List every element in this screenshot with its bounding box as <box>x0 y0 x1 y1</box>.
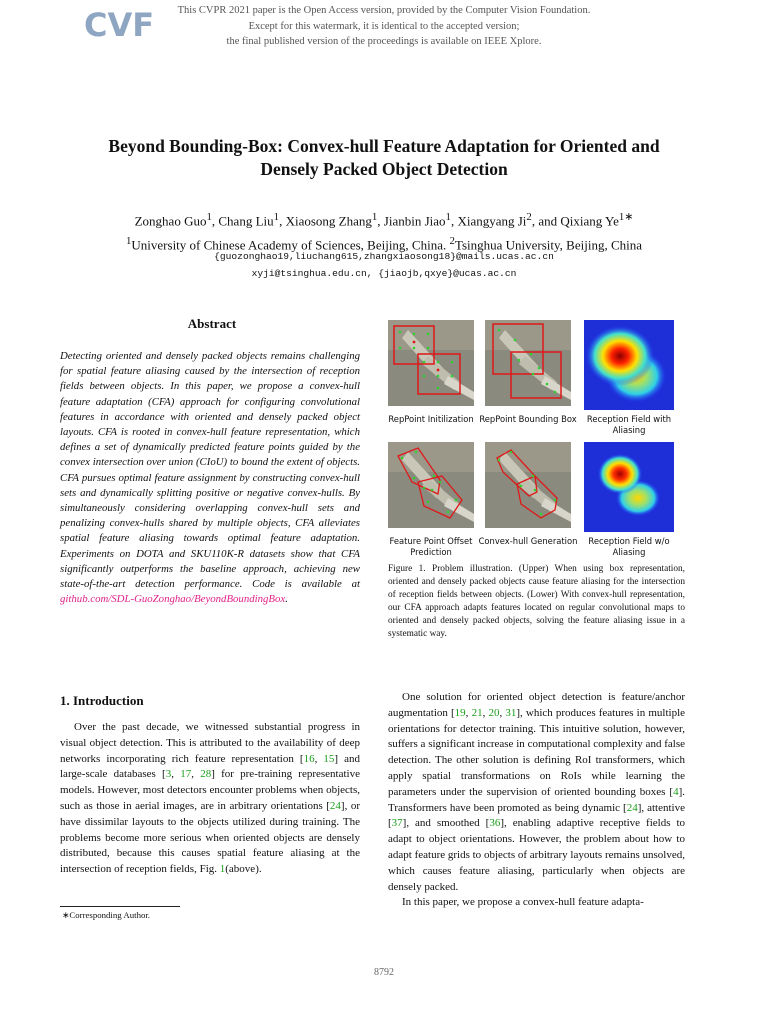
author-name: Qixiang Ye <box>560 213 619 229</box>
author-affiliation-mark: 1 <box>206 211 212 223</box>
citation-link[interactable]: 3 <box>165 768 172 781</box>
cvf-logo-text: CVF <box>84 6 155 44</box>
cvf-logo <box>84 6 155 44</box>
figure-label: RepPoint Initilization <box>388 414 474 424</box>
citation-link[interactable]: 36 <box>489 817 501 830</box>
author-affiliation-mark: 2 <box>526 211 532 223</box>
abstract-end: . <box>285 593 288 606</box>
citation-link[interactable]: 1 <box>219 863 226 876</box>
author-affiliation-mark: 1 <box>273 211 280 223</box>
banner-line: the final published version of the proceedings is available on IEEE Xplore. <box>226 36 542 47</box>
feature-offset-image <box>388 442 474 528</box>
banner-line: This CVPR 2021 paper is the Open Access version, provided by the Computer Vision Foundation. <box>177 5 591 16</box>
figure-label: RepPoint Bounding Box <box>479 414 577 424</box>
reppoint-bbox-image <box>485 320 571 406</box>
intro-paragraph-3: In this paper, we propose a convex-hull feature adapta- <box>402 896 644 909</box>
citation-link[interactable]: 31 <box>505 706 517 719</box>
author-name: Zonghao Guo <box>134 213 207 229</box>
reception-field-aliasing-heatmap <box>584 320 674 410</box>
figure-label: Feature Point Offset Prediction <box>389 536 473 557</box>
figure-label: Convex-hull Generation <box>478 536 578 546</box>
citation-link[interactable]: 19 <box>454 706 466 719</box>
author-list: Zonghao Guo$^1$, Chang Liu$^1$, Xiaosong Zhang$^1$, Jianbin Jiao$^1$, Xiangyang Ji$^2$, and Qixiang $Ye^{1∗}$ <box>134 211 634 229</box>
figure-label: Reception Field with Aliasing <box>586 414 672 435</box>
footnote-rule <box>60 906 180 907</box>
figure-caption: Figure 1. Problem illustration. (Upper) When using box representation, oriented and densely packed objects cause feature aliasing for the intersection of reception fields between objects. (Lower) With convex-hull representation, our CFA approach adapts features located on regular convolutional maps to oriented and densely packed objects, solving the feature aliasing issue in a systematic way. <box>388 564 685 640</box>
citation-link[interactable]: 21 <box>471 706 483 719</box>
intro-paragraph-1: Over the past decade, we witnessed substantial progress in visual object detection. This is attributed to the availability of deep networks incorporating rich feature representation [16, 15] and large-scale databases [3, 17, 28] for pre-training representative models. However, most detectors encounter problems when objects, such as those in aerial images, are in arbitrary orientations [24], or have dissimilar layouts to the objects utilized during training. The problems become more serious when oriented objects are densely distributed, because this causes spatial feature aliasing at the intersection of reception fields, Fig. 1(above). <box>60 721 361 876</box>
citation-link[interactable]: 28 <box>200 768 212 781</box>
paper-title <box>60 135 708 181</box>
footnote-corresponding: ∗Corresponding Author. <box>62 910 151 920</box>
abstract-body <box>60 349 360 607</box>
citation-link[interactable]: 4 <box>673 785 679 798</box>
abstract-text: Detecting oriented and densely packed objects remains challenging for spatial feature aliasing caused by the intersection of reception fields between objects. In this paper, we propose a convex-hull feature adaptation (CFA) approach for configuring convolutional features in accordance with oriented and densely packed object layouts. CFA is rooted in convex-hull feature representation, which defines a set of dynamically predicted feature points guided by the convex intersection over union (CIoU) to bound the extent of objects. CFA pursues optimal feature assignment by constructing convex-hull sets and dynamically splitting positive or negative convex-hulls. By simultaneously considering overlapping convex-hull sets and penalizing convex-hulls shared by multiple objects, CFA alleviates spatial feature aliasing towards optimal feature adaptation. Experiments on DOTA and SKU110K-R datasets show that CFA significantly outperforms the baseline approach, achieving new state-of-the-art detection performance. Code is available at <box>60 350 360 591</box>
reppoint-init-image <box>388 320 474 406</box>
citation-link[interactable]: 24 <box>626 801 638 814</box>
citation-link[interactable]: 15 <box>323 752 335 765</box>
abstract-heading: Abstract <box>187 316 237 331</box>
citation-link[interactable]: 24 <box>329 799 341 812</box>
email-line: xyji@tsinghua.edu.cn, {jiaojb,qxye}@ucas.ac.cn <box>251 268 517 279</box>
author-name: Jianbin Jiao <box>383 213 446 229</box>
author-name: Chang Liu <box>218 213 274 229</box>
affiliation-1: University of Chinese Academy of Sciences, Beijing, China. <box>131 237 447 253</box>
citation-link[interactable]: 16 <box>303 752 315 765</box>
affiliation-mark: 1 <box>125 235 132 248</box>
author-affiliation-mark: 1 <box>371 211 378 223</box>
citation-link[interactable]: 20 <box>488 706 500 719</box>
section-heading-introduction: 1. Introduction <box>60 693 144 708</box>
right-column-text <box>388 690 685 911</box>
author-affiliation-mark: 1∗ <box>618 211 634 223</box>
page-number: 8792 <box>374 967 394 978</box>
reception-field-no-aliasing-heatmap <box>584 442 674 532</box>
affiliation-2: Tsinghua University, Beijing, China <box>454 237 642 253</box>
author-affiliation-mark: 1 <box>445 211 451 223</box>
banner-line: Except for this watermark, it is identical to the accepted version; <box>248 20 520 32</box>
title-line: Densely Packed Object Detection <box>260 159 508 179</box>
email-block <box>60 248 708 282</box>
code-link[interactable]: github.com/SDL-GuoZonghao/BeyondBoundingBox <box>60 593 286 606</box>
affiliation-mark: 2 <box>449 235 455 248</box>
intro-paragraph-2: One solution for oriented object detection is feature/anchor augmentation [19, 21, 20, 31], which produces features in multiple orientations for detector training. This intuitive solution, however, suffers a significant increase in computational complexity and false detection. The other solution is defining RoI transformers, which apply spatial transformations on RoIs while learning the parameters under the supervision of oriented bounding boxes [4]. Transformers have been promoted as being dynamic [24], attentive [37], and smoothed [36], enabling adaptive receptive fields to adapt to object orientations. However, the problem about how to adapt feature grids to objects of arbitrary layouts remains unsolved, which causes feature aliasing, particularly when objects are densely packed. <box>388 691 686 893</box>
figure-label: Reception Field w/o Aliasing <box>588 536 670 557</box>
figure-1 <box>388 320 688 560</box>
convex-hull-image <box>485 442 571 528</box>
citation-link[interactable]: 17 <box>180 768 192 781</box>
citation-link[interactable]: 37 <box>391 817 403 830</box>
title-line: Beyond Bounding-Box: Convex-hull Feature Adaptation for Oriented and <box>108 136 660 156</box>
author-name: Xiangyang Ji <box>457 213 527 229</box>
email-line: {guozonghao19,liuchang615,zhangxiaosong18}@mails.ucas.ac.cn <box>214 251 554 262</box>
open-access-banner <box>150 3 618 50</box>
author-name: Xiaosong Zhang <box>285 213 372 229</box>
